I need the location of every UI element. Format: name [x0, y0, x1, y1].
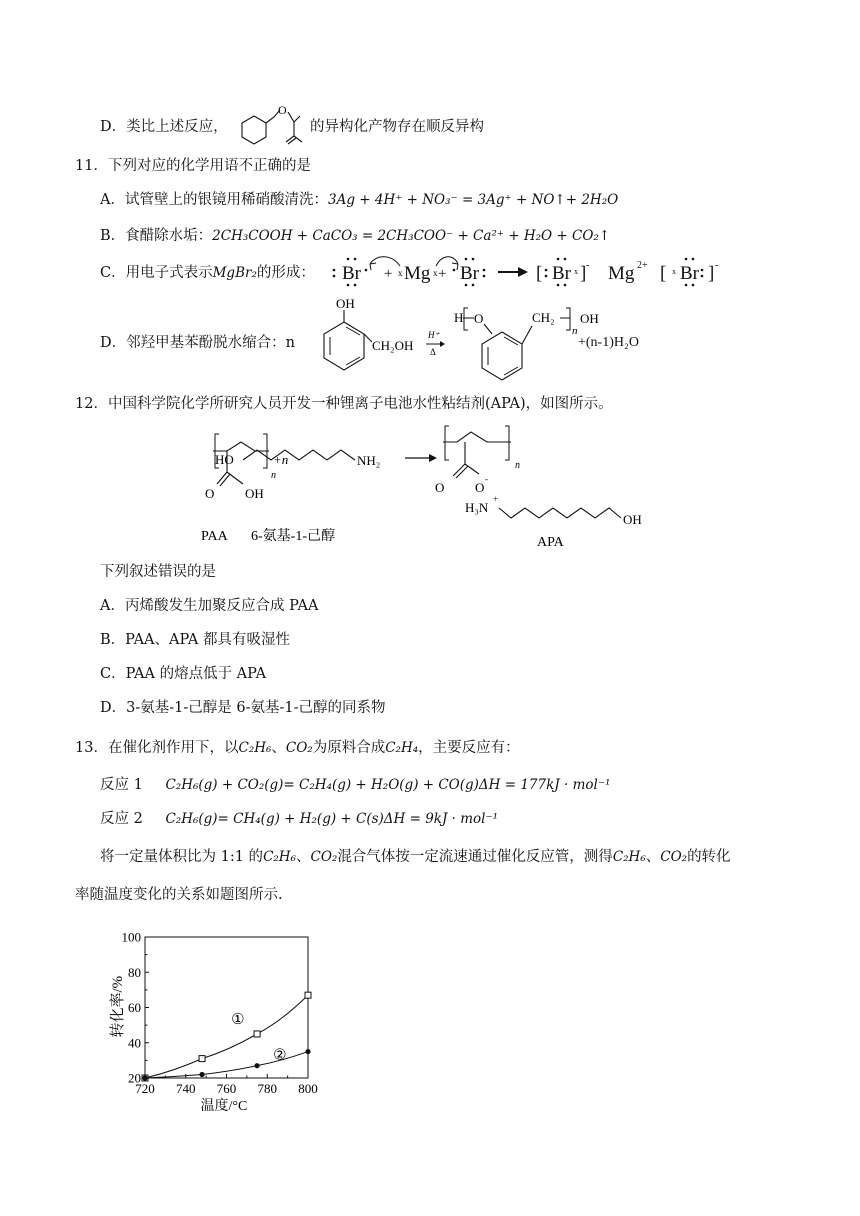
x-tick-label: 800 [298, 1081, 318, 1096]
q13-stem-pre: 13．在催化剂作用下，以 [75, 740, 239, 756]
q11-a-text: A．试管壁上的银镜用稀硝酸清洗： [100, 192, 328, 208]
chart-y-axis-label: 转化率/% [110, 975, 126, 1038]
series-label-1: ① [231, 1011, 245, 1028]
q11-b-equation: 2CH₃COOH + CaCO₃ = 2CH₃COO⁻ + Ca²⁺ + H₂O + CO₂↑ [212, 228, 611, 244]
q12-stem-text: 12．中国科学院化学所研究人员开发一种锂离子电池水性粘结剂(APA)，如图所示。 [75, 396, 613, 412]
q13-p1-co2b: CO₂ [660, 849, 688, 865]
q10-o-label: O [278, 104, 287, 117]
data-point-dot [142, 1075, 147, 1080]
svg-text:-: - [715, 260, 719, 271]
q12-apa-plus-sign: + [493, 494, 499, 504]
q13-p1-post: 的转化 [687, 849, 731, 865]
svg-text:x: x [433, 268, 438, 278]
svg-text:Br: Br [552, 263, 571, 284]
x-tick-label: 720 [135, 1081, 155, 1096]
q13-stem-mid: 为原料合成 [312, 740, 386, 756]
q11-d-water: +(n-1)H₂O [578, 335, 639, 350]
q13-p1-c2h6b: C₂H₆ [612, 849, 646, 865]
q11-d-cond-bottom: Δ [430, 347, 436, 357]
x-tick-label: 780 [257, 1081, 277, 1096]
q13-reaction-2 [100, 809, 498, 829]
svg-text:-: - [586, 260, 590, 271]
q12-ask [100, 562, 216, 582]
q12-option-c [100, 664, 266, 684]
q11-c-text: C．用电子式表示 [100, 265, 213, 281]
q12-option-b [100, 630, 290, 650]
q11-d-oh: OH [336, 296, 355, 311]
q13-p1-sep2: 、 [645, 849, 661, 865]
chart-x-axis-label: 温度/°C [200, 1099, 248, 1114]
q13-r2-equation: C₂H₆(g)= CH₄(g) + H₂(g) + C(s)ΔH = 9kJ · mol⁻¹ [165, 811, 499, 827]
svg-text:x: x [398, 268, 403, 278]
q12-option-a [100, 596, 318, 616]
q11-d-oh-end: OH [580, 311, 599, 326]
svg-text:Br: Br [342, 263, 361, 284]
q11-d-n: n [572, 325, 578, 337]
q12-apa-label: APA [537, 535, 564, 550]
q12-stem [75, 394, 613, 414]
q13-stem-c2h4: C₂H₄ [385, 740, 419, 756]
q11-stem [75, 156, 311, 176]
q11-d-cond-top: H⁺ [428, 330, 440, 340]
y-tick-label: 20 [128, 1070, 141, 1086]
q12-option-a-text: A．丙烯酸发生加聚反应合成 PAA [100, 598, 319, 614]
svg-text:[: [ [660, 263, 667, 284]
series-label-2: ② [273, 1047, 287, 1064]
q12-option-d [100, 698, 386, 718]
q13-r2-label: 反应 2 [100, 811, 143, 827]
q11-d-o: O [474, 311, 484, 326]
q10-option-d [100, 117, 228, 137]
q13-stem-sep: 、 [271, 740, 286, 756]
q12-paa-oh: OH [245, 486, 264, 501]
svg-text:x: x [672, 267, 676, 276]
q12-paa-n: n [271, 470, 276, 481]
q12-nh2: NH₂ [357, 453, 381, 468]
y-tick-label: 80 [128, 964, 141, 980]
q12-option-d-text: D．3-氨基-1-己醇是 6-氨基-1-己醇的同系物 [100, 700, 386, 716]
q11-d-water-wrap [578, 333, 639, 353]
q12-ho: HO [215, 452, 234, 467]
q13-p1-c2h6: C₂H₆ [263, 849, 296, 865]
q13-stem [75, 738, 520, 758]
q13-reaction-1 [100, 775, 610, 795]
data-point-square [254, 1031, 260, 1037]
svg-text:x: x [574, 267, 578, 276]
q10-d-suffix-wrap [310, 117, 484, 137]
data-point-dot [305, 1049, 310, 1054]
q11-stem-text: 11．下列对应的化学用语不正确的是 [75, 158, 311, 174]
q11-option-d [100, 333, 295, 353]
y-tick-label: 100 [121, 929, 141, 945]
q12-apa-minus-sign: - [485, 474, 488, 484]
data-point-dot [199, 1072, 204, 1077]
q12-apa-scheme [95, 420, 675, 558]
q10-d-prefix: D．类比上述反应， [100, 119, 228, 135]
q12-paa-label: PAA [201, 529, 228, 544]
q11-c-formula: MgBr₂ [212, 265, 257, 281]
q11-option-a [100, 190, 618, 210]
q12-ask-text: 下列叙述错误的是 [100, 564, 216, 580]
svg-text:]: ] [580, 263, 587, 284]
q13-p1-sep: 、 [296, 849, 311, 865]
q13-p2-text: 率随温度变化的关系如题图所示. [75, 887, 283, 903]
q11-option-b [100, 226, 610, 246]
svg-text:]: ] [708, 263, 715, 284]
q13-paragraph-line-2 [75, 885, 283, 905]
q13-stem-co2: CO₂ [285, 740, 313, 756]
q13-r1-equation: C₂H₆(g) + CO₂(g)= C₂H₄(g) + H₂O(g) + CO(g)ΔH = 177kJ · mol⁻¹ [165, 777, 611, 793]
q12-amine-label: 6-氨基-1-己醇 [251, 529, 335, 544]
q13-p1-mid: 混合气体按一定流速通过催化反应管，测得 [337, 849, 613, 865]
q13-p1-co2: CO₂ [310, 849, 338, 865]
x-tick-label: 760 [216, 1081, 237, 1096]
data-point-square [199, 1056, 205, 1062]
q12-apa-n: n [515, 460, 520, 471]
q12-apa-o-minus: O [475, 480, 485, 495]
q13-stem-c2h6: C₂H₆ [238, 740, 272, 756]
q12-paa-o: O [205, 486, 215, 501]
q12-plus-n: +n [273, 452, 289, 467]
series-line-1 [145, 995, 308, 1078]
svg-text:Br: Br [460, 263, 479, 284]
svg-text:[: [ [536, 263, 543, 284]
svg-text:+: + [384, 266, 393, 282]
q11-a-equation: 3Ag + 4H⁺ + NO₃⁻ = 3Ag⁺ + NO↑+ 2H₂O [327, 192, 619, 208]
q12-apa-oh: OH [623, 512, 642, 527]
svg-text:Mg: Mg [608, 263, 635, 284]
y-tick-label: 60 [128, 1000, 141, 1015]
q12-apa-o: O [435, 480, 445, 495]
q13-p1-pre: 将一定量体积比为 1:1 的 [100, 849, 264, 865]
q12-option-b-text: B．PAA、APA 都具有吸湿性 [100, 632, 291, 648]
q11-d-ch2oh: CH₂OH [372, 338, 414, 353]
q11-c-text2: 的形成： [256, 265, 315, 281]
q11-d-h: H [454, 310, 464, 325]
data-point-square [305, 992, 311, 998]
q10-d-structure [236, 104, 310, 148]
svg-text:Br: Br [680, 263, 699, 284]
q10-d-suffix: 的异构化产物存在顺反异构 [310, 119, 484, 135]
chart-series [142, 992, 311, 1081]
q12-h3n: H₃N [465, 500, 489, 515]
q13-stem-post: ，主要反应有： [418, 740, 520, 756]
q13-r1-label: 反应 1 [100, 777, 143, 793]
q12-option-c-text: C．PAA 的熔点低于 APA [100, 666, 267, 682]
y-tick-label: 40 [128, 1035, 141, 1051]
svg-text:+: + [438, 266, 447, 282]
q13-paragraph-line-1 [100, 847, 731, 867]
x-tick-label: 740 [176, 1081, 196, 1096]
electron-dot-formation [330, 250, 730, 292]
q11-d-text: D．邻羟甲基苯酚脱水缩合：n [100, 335, 295, 351]
data-point-dot [254, 1063, 259, 1068]
q11-d-ch2: CH₂ [532, 310, 555, 325]
svg-text:2+: 2+ [637, 260, 648, 271]
svg-text:Mg: Mg [404, 263, 431, 284]
q11-option-c [100, 263, 315, 283]
q11-b-text: B．食醋除水垢： [100, 228, 213, 244]
conversion-chart [100, 925, 340, 1115]
